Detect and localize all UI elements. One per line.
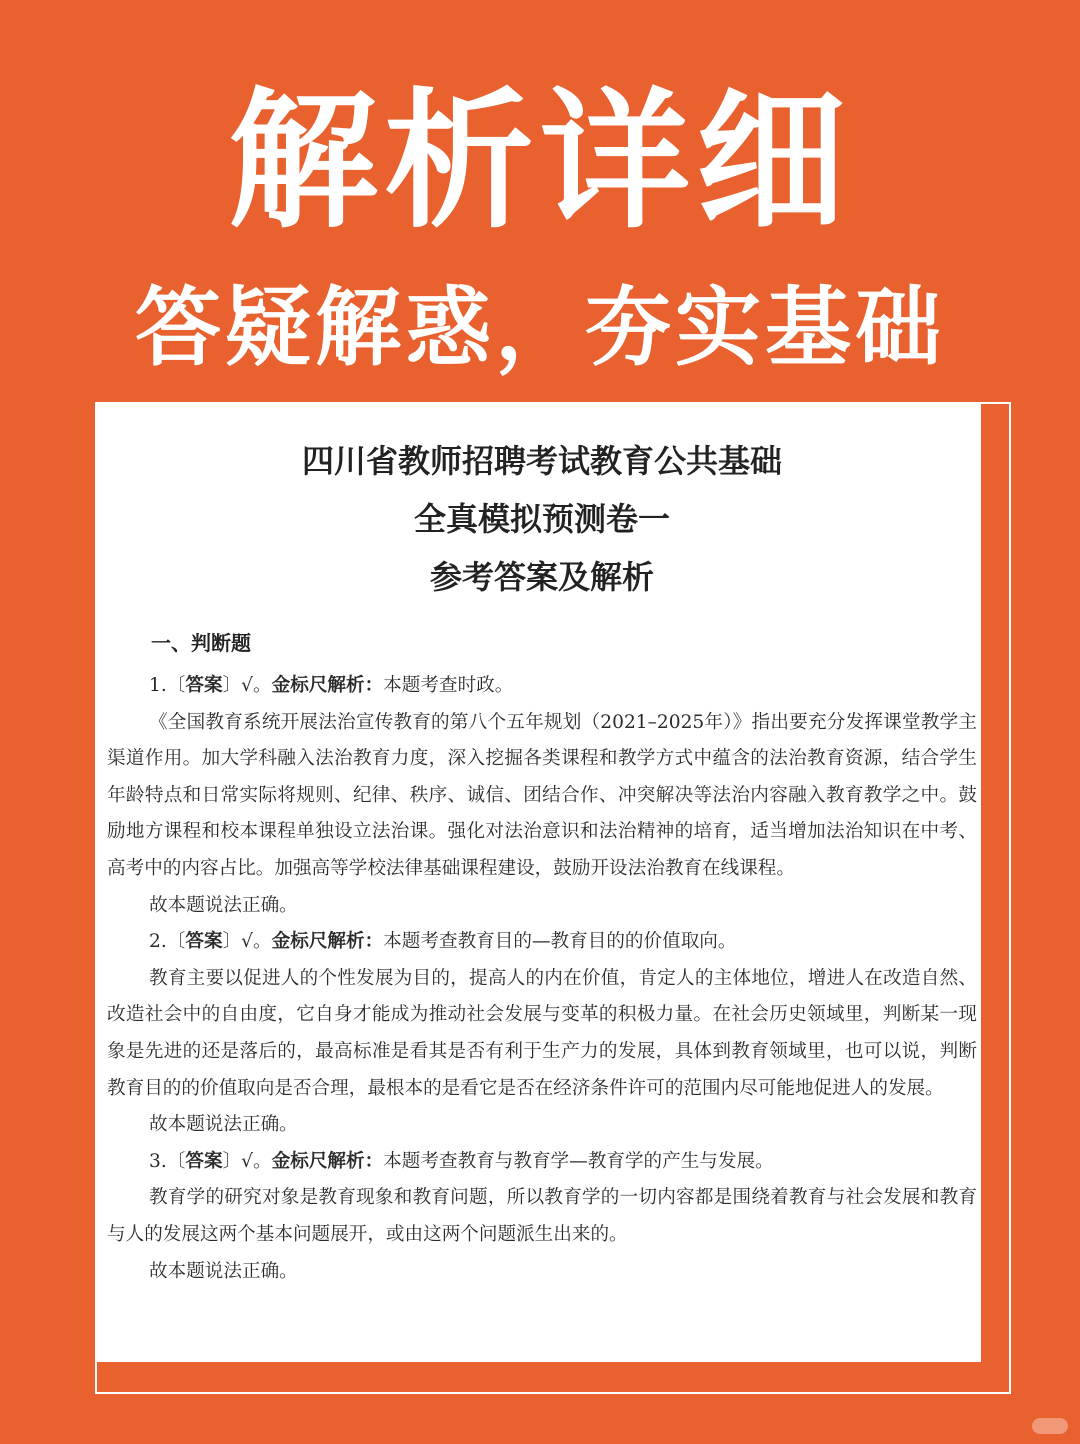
question-block-2: [107, 924, 977, 1144]
sub-headline: 答疑解惑，夯实基础: [135, 278, 945, 378]
answer-bracket-open: 〔: [166, 675, 186, 696]
answer-bracket-close: 〕: [222, 675, 242, 696]
answer-label: 答案: [185, 675, 223, 696]
question-number: 1.: [149, 675, 167, 696]
question-number: 2.: [149, 931, 167, 953]
question-header: [107, 668, 977, 705]
watermark-badge: [1032, 1418, 1068, 1434]
question-header: [107, 1144, 977, 1181]
exam-answer-sheet: [97, 404, 981, 1362]
document-title-line-2: 全真模拟预测卷一: [413, 500, 670, 538]
answer-mark: √。: [241, 1150, 272, 1172]
analysis-label: 金标尺解析：: [271, 931, 384, 953]
answer-bracket-open: 〔: [166, 931, 186, 953]
main-headline: 解析详细: [227, 75, 852, 249]
analysis-label: 金标尺解析：: [271, 675, 384, 696]
conclusion-text: 故本题说法正确。: [149, 1260, 298, 1282]
question-number: 3.: [149, 1150, 167, 1172]
question-topic: 本题考查教育目的—教育目的的价值取向。: [383, 931, 737, 953]
question-block-3: [107, 1144, 977, 1290]
explanation-paragraph: 《全国教育系统开展法治宣传教育的第八个五年规划（2021–2025年）》指出要充分发挥课堂教学主渠道作用。加大学科融入法治教育力度，深入挖掘各类课程和教学方式中蕴含的法治教育资源，结合学生年龄特点和日常实际将规则、纪律、秩序、诚信、团结合作、冲突解决等法治内容融入教育教学之中。鼓励地方课程和校本课程单独设立法治课。强化对法治意识和法治精神的培育，适当增加法治知识在中考、高考中的内容占比。加强高等学校法律基础课程建设，鼓励开设法治教育在线课程。: [107, 711, 977, 879]
conclusion-text: 故本题说法正确。: [149, 1114, 298, 1136]
document-title-line-1: 四川省教师招聘考试教育公共基础: [301, 442, 782, 480]
answer-mark: √。: [241, 675, 272, 696]
question-block-1: [107, 668, 977, 924]
question-topic: 本题考查教育与教育学—教育学的产生与发展。: [383, 1150, 774, 1172]
explanation-paragraph: 教育主要以促进人的个性发展为目的，提高人的内在价值，肯定人的主体地位，增进人在改造自然、改造社会中的自由度，它自身才能成为推动社会发展与变革的积极力量。在社会历史领域里，判断某一现象是先进的还是落后的，最高标准是看其是否有利于生产力的发展，具体到教育领域里，也可以说，判断教育目的的价值取向是否合理，最根本的是看它是否在经济条件许可的范围内尽可能地促进人的发展。: [107, 967, 977, 1099]
question-topic: 本题考查时政。: [383, 675, 514, 696]
answer-bracket-close: 〕: [222, 931, 242, 953]
document-title-line-3: 参考答案及解析: [429, 558, 654, 596]
answer-label: 答案: [185, 931, 223, 953]
answer-label: 答案: [185, 1150, 223, 1172]
answer-mark: √。: [241, 931, 272, 953]
section-heading: 一、判断题: [151, 631, 251, 655]
answer-bracket-open: 〔: [166, 1150, 186, 1172]
answer-bracket-close: 〕: [222, 1150, 242, 1172]
analysis-label: 金标尺解析：: [271, 1150, 384, 1172]
conclusion-text: 故本题说法正确。: [149, 894, 298, 916]
question-header: [107, 924, 977, 961]
explanation-paragraph: 教育学的研究对象是教育现象和教育问题，所以教育学的一切内容都是围绕着教育与社会发展和教育与人的发展这两个基本问题展开，或由这两个问题派生出来的。: [107, 1187, 977, 1245]
